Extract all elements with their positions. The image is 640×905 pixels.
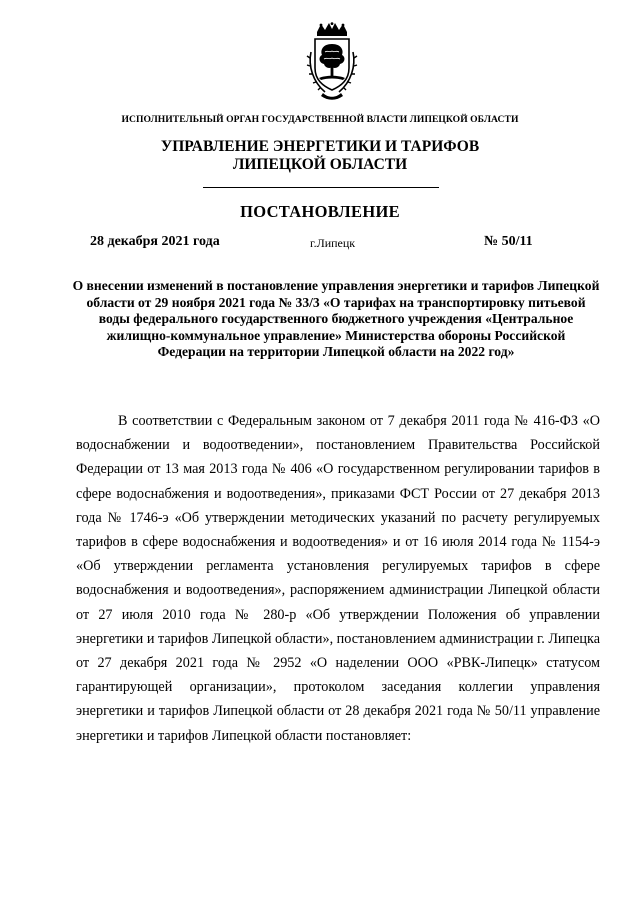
document-city: г.Липецк [310, 236, 356, 250]
lipetsk-region-coat-of-arms-icon [303, 22, 361, 100]
header-divider [203, 187, 439, 188]
document-date: 28 декабря 2021 года [90, 234, 220, 249]
document-title: О внесении изменений в постановление управления энергетики и тарифов Липецкой области от 29 ноября 2021 года № 33/3 «О тарифах на транспортировку питьевой воды федерального государственного бюджетного учреждения «Центральное жилищно-коммунальное управление» Министерства обороны Российской Федерации на территории Липецкой области на 2022 год» [72, 278, 600, 360]
department-name-line-1: УПРАВЛЕНИЕ ЭНЕРГЕТИКИ И ТАРИФОВ [160, 138, 480, 155]
document-body-paragraph: В соответствии с Федеральным законом от 7 декабря 2011 года № 416-ФЗ «О водоснабжении и водоотведении», постановлением Правительства Российской Федерации от 13 мая 2013 года № 406 «О государственном регулировании тарифов в сфере водоснабжения и водоотведения», приказами ФСТ России от 27 декабря 2013 года № 1746-э «Об утверждении методических указаний по расчету регулируемых тарифов в сфере водоснабжения и водоотведения» и от 16 июля 2014 года № 1154-э «Об утверждении регламента установления регулируемых тарифов в сфере водоснабжения и водоотведения», распоряжением администрации Липецкой области от 27 июля 2010 года № 280-р «Об утверждении Положения об управлении энергетики и тарифов Липецкой области», постановлением администрации г. Липецка от 27 декабря 2021 года № 2952 «О наделении ООО «РВК-Липецк» статусом гарантирующей организации», протоколом заседания коллегии управления энергетики и тарифов Липецкой области от 28 декабря 2021 года № 50/11 управление энергетики и тарифов Липецкой области постановляет: [76, 413, 600, 744]
department-name [0, 138, 640, 174]
issuing-authority-line: ИСПОЛНИТЕЛЬНЫЙ ОРГАН ГОСУДАРСТВЕННОЙ ВЛАСТИ ЛИПЕЦКОЙ ОБЛАСТИ [121, 114, 519, 125]
document-number: № 50/11 [484, 234, 533, 249]
document-type: ПОСТАНОВЛЕНИЕ [240, 202, 400, 221]
department-name-line-2: ЛИПЕЦКОЙ ОБЛАСТИ [232, 156, 408, 173]
